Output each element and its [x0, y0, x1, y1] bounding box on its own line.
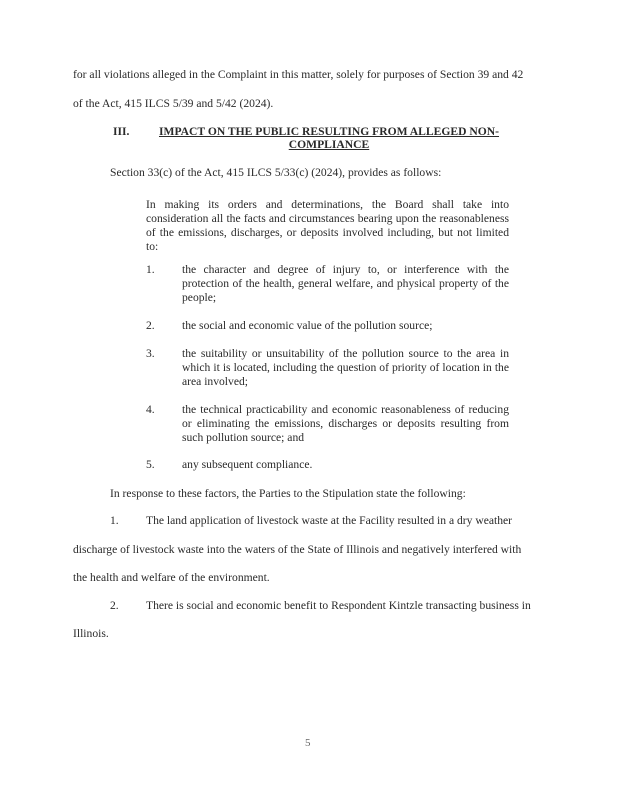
section-title: [140, 125, 518, 151]
factor-text: any subsequent compliance.: [182, 458, 313, 471]
response-line: Illinois.: [73, 627, 109, 640]
factor-number: 4.: [146, 403, 155, 416]
factor-text: the social and economic value of the pollution source;: [182, 319, 433, 332]
factor-text: the character and degree of injury to, or interference with the protection of the health, general welfare, and physical property of the people;: [182, 263, 509, 304]
factor-number: 3.: [146, 347, 155, 360]
section-title-line-2: COMPLIANCE: [288, 138, 370, 151]
response-number: 1.: [110, 514, 119, 527]
factor-text: the suitability or unsuitability of the pollution source to the area in which it is located, including the question of priority of location in the area involved;: [182, 347, 509, 388]
response-line: The land application of livestock waste at the Facility resulted in a dry weather: [146, 514, 513, 527]
factor-number: 5.: [146, 458, 155, 471]
page-number: 5: [305, 737, 311, 749]
section-number: III.: [113, 125, 130, 138]
section-title-line-1: IMPACT ON THE PUBLIC RESULTING FROM ALLEGED NON-: [158, 125, 500, 138]
factor-text: the technical practicability and economic reasonableness of reducing or eliminating the emissions, discharges or deposits resulting from such pollution source; and: [182, 403, 509, 444]
intro-line-1: for all violations alleged in the Complaint in this matter, solely for purposes of Section 39 and 42: [73, 68, 524, 81]
factor-number: 2.: [146, 319, 155, 332]
intro-line-2: of the Act, 415 ILCS 5/39 and 5/42 (2024).: [73, 97, 274, 110]
response-line: the health and welfare of the environment.: [73, 571, 270, 584]
response-intro: In response to these factors, the Parties to the Stipulation state the following:: [110, 487, 466, 500]
response-number: 2.: [110, 599, 119, 612]
statute-quote: In making its orders and determinations, the Board shall take into consideration all the facts and circumstances bearing upon the reasonableness of the emissions, discharges, or deposits involved including, but not limited to:: [146, 198, 509, 253]
statute-intro: Section 33(c) of the Act, 415 ILCS 5/33(c) (2024), provides as follows:: [110, 166, 442, 179]
response-line: There is social and economic benefit to Respondent Kintzle transacting business in: [146, 599, 531, 612]
factor-number: 1.: [146, 263, 155, 276]
response-line: discharge of livestock waste into the waters of the State of Illinois and negatively interfered with: [73, 543, 522, 556]
